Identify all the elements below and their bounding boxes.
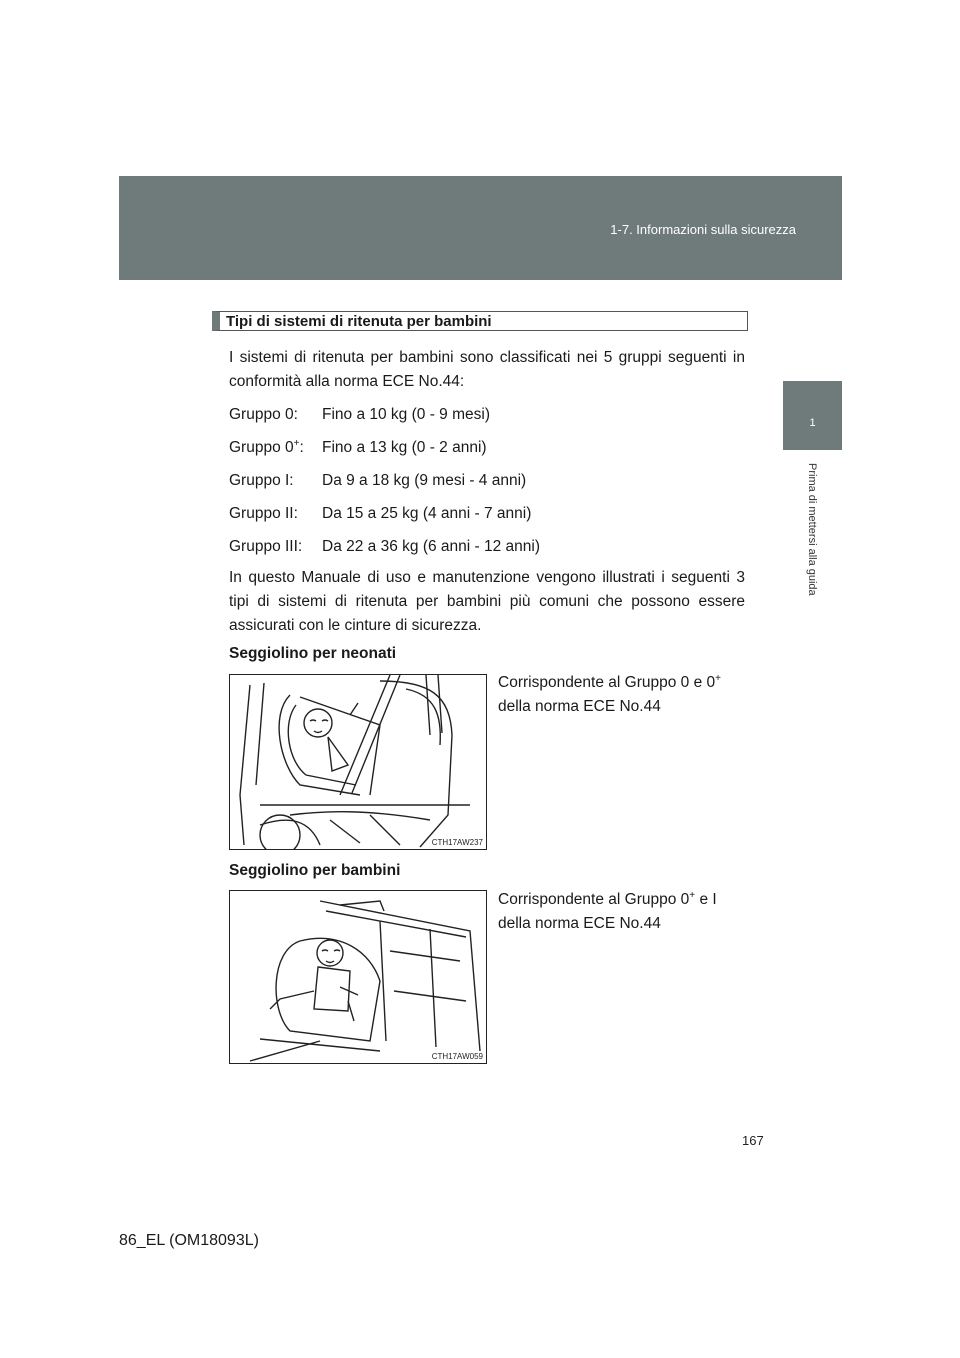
group-label: Gruppo II: [229, 505, 298, 522]
group-label: Gruppo 0: [229, 406, 298, 423]
infant-seat-heading: Seggiolino per neonati [229, 645, 397, 662]
chapter-number: 1 [809, 417, 816, 429]
page-number: 167 [742, 1133, 764, 1148]
body-paragraph: In questo Manuale di uso e manutenzione vengono illustrati i seguenti 3 tipi di sistemi di ritenuta per bambini più comuni che possono essere assicurati con le cinture di sicurezza. [229, 569, 745, 634]
group-value: Da 22 a 36 kg (6 anni - 12 anni) [322, 538, 540, 555]
child-seat-heading: Seggiolino per bambini [229, 862, 401, 879]
group-label: Gruppo III: [229, 538, 303, 555]
document-code: 86_EL (OM18093L) [119, 1232, 259, 1249]
infant-seat-illustration [229, 674, 487, 850]
section-title: Tipi di sistemi di ritenuta per bambini [226, 313, 492, 330]
figure-code: CTH17AW059 [431, 1052, 483, 1061]
chapter-tab [783, 381, 842, 450]
group-value: Fino a 10 kg (0 - 9 mesi) [322, 406, 490, 423]
chapter-title-vertical [792, 463, 832, 643]
group-value: Da 9 a 18 kg (9 mesi - 4 anni) [322, 472, 527, 489]
child-seat-description: Corrispondente al Gruppo 0+ e I della norma ECE No.44 [498, 889, 717, 932]
intro-paragraph: I sistemi di ritenuta per bambini sono classificati nei 5 gruppi seguenti in conformità alla norma ECE No.44: [229, 349, 745, 390]
child-seat-drawing [230, 891, 486, 1063]
figure-code: CTH17AW237 [431, 838, 483, 847]
infant-seat-drawing [230, 675, 486, 849]
group-label: Gruppo 0+: [229, 437, 304, 456]
header-section-title: 1-7. Informazioni sulla sicurezza [610, 222, 796, 237]
group-value: Fino a 13 kg (0 - 2 anni) [322, 439, 487, 456]
group-value: Da 15 a 25 kg (4 anni - 7 anni) [322, 505, 532, 522]
section-title-box [212, 311, 748, 331]
chapter-title: Prima di mettersi alla guida [806, 463, 818, 596]
group-label: Gruppo I: [229, 472, 294, 489]
child-seat-illustration [229, 890, 487, 1064]
infant-seat-description: Corrispondente al Gruppo 0 e 0+ della norma ECE No.44 [498, 672, 721, 715]
header-band [119, 176, 842, 280]
